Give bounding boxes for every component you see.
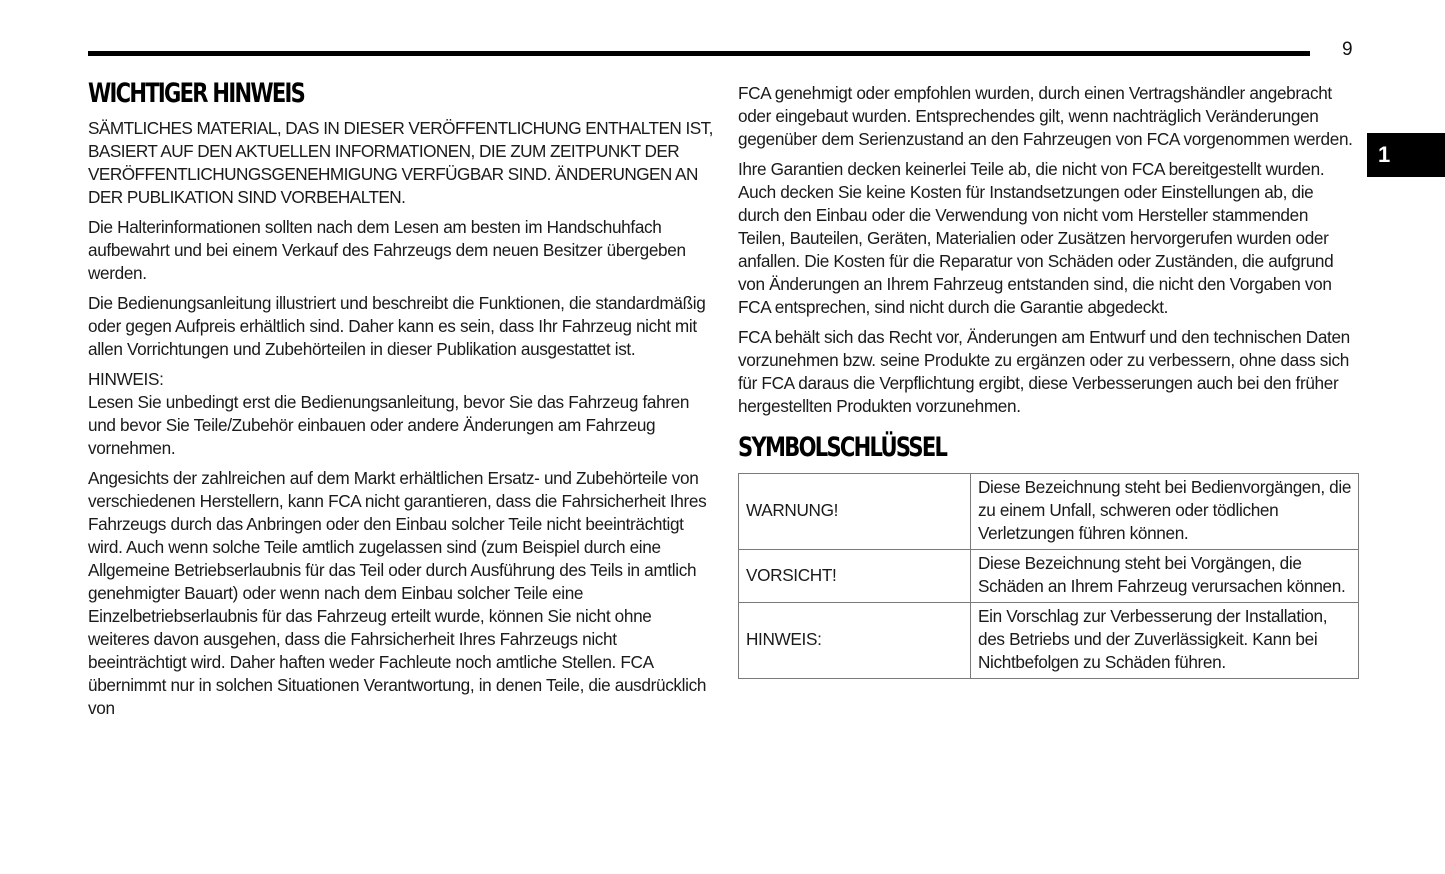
paragraph: Ihre Garantien decken keinerlei Teile ab, die nicht von FCA bereitgestellt wurden. Auch decken Sie keine Kosten für Instandsetzungen oder Einstellungen ab, die durch den Einbau oder die Verwendung von nicht vom Hersteller stammenden Teilen, Bauteilen, Geräten, Materialien oder Zusätzen hervorgerufen wurden oder anfallen. Die Kosten für die Reparatur von Schäden oder Zuständen, die aufgrund von Änderungen an Ihrem Fahrzeug entstanden sind, die nicht den Vorgaben von FCA entsprechen, sind nicht durch die Garantie abgedeckt. xyxy=(738,159,1334,317)
chapter-tab-number: 1 xyxy=(1378,142,1391,167)
table-row xyxy=(739,474,1359,550)
note-block xyxy=(88,368,713,460)
note-label: HINWEIS: xyxy=(88,369,164,389)
term-cell: VORSICHT! xyxy=(739,550,971,603)
description-cell: Diese Bezeichnung steht bei Vorgängen, die Schäden an Ihrem Fahrzeug verursachen können. xyxy=(971,550,1359,603)
page-number: 9 xyxy=(1342,39,1353,60)
term-cell: WARNUNG! xyxy=(739,474,971,550)
table-row xyxy=(739,603,1359,679)
paragraph: Angesichts der zahlreichen auf dem Markt erhältlichen Ersatz- und Zubehörteile von verschiedenen Herstellern, kann FCA nicht garantieren, dass die Fahrsicherheit Ihres Fahrzeugs durch das Anbringen oder den Einbau solcher Teile nicht beeinträchtigt wird. Auch wenn solche Teile amtlich zugelassen sind (zum Beispiel durch eine Allgemeine Betriebserlaubnis für das Teil oder durch Ausführung des Teils in amtlich genehmigter Bauart) oder wenn nach dem Einbau solcher Teile eine Einzelbetriebserlaubnis für das Fahrzeug erteilt wurde, können Sie nicht ohne weiteres davon ausgehen, dass die Fahrsicherheit Ihres Fahrzeugs nicht beeinträchtigt wird. Daher haften weder Fachleute noch amtliche Stellen. FCA übernimmt nur in solchen Situationen Verantwortung, in denen Teile, die ausdrücklich von xyxy=(88,468,707,718)
paragraph: Die Halterinformationen sollten nach dem Lesen am besten im Handschuhfach aufbewahrt und bei einem Verkauf des Fahrzeugs dem neuen Besitzer übergeben werden. xyxy=(88,217,686,283)
table-row xyxy=(739,550,1359,603)
section-title-wichtiger-hinweis: WICHTIGER HINWEIS xyxy=(88,78,305,109)
description-cell: Diese Bezeichnung steht bei Bedienvorgängen, die zu einem Unfall, schweren oder tödlichen Verletzungen führen können. xyxy=(971,474,1359,550)
section-title-symbolschluessel: SYMBOLSCHLÜSSEL xyxy=(738,432,947,463)
paragraph: Die Bedienungsanleitung illustriert und beschreibt die Funktionen, die standardmäßig oder gegen Aufpreis erhältlich sind. Daher kann es sein, dass Ihr Fahrzeug nicht mit allen Vorrichtungen und Zubehörteilen in dieser Publikation ausgestattet ist. xyxy=(88,293,706,359)
term-cell: HINWEIS: xyxy=(739,603,971,679)
header-rule xyxy=(88,51,1310,56)
paragraph: FCA behält sich das Recht vor, Änderungen am Entwurf und den technischen Daten vorzunehmen bzw. seine Produkte zu ergänzen oder zu verbessern, ohne dass sich für FCA daraus die Verpflichtung ergibt, diese Verbesserungen auch bei den früher hergestellten Produkten vorzunehmen. xyxy=(738,327,1350,416)
chapter-tab xyxy=(1367,133,1445,177)
left-column xyxy=(88,80,713,727)
symbol-key-table xyxy=(738,473,1359,679)
paragraph: FCA genehmigt oder empfohlen wurden, durch einen Vertragshändler angebracht oder eingebaut wurden. Entsprechendes gilt, wenn nachträglich Veränderungen gegenüber dem Serienzustand an den Fahrzeugen von FCA vorgenommen werden. xyxy=(738,83,1353,149)
right-column xyxy=(738,82,1358,679)
description-cell: Ein Vorschlag zur Verbesserung der Installation, des Betriebs und der Zuverlässigkeit. Kann bei Nichtbefolgen zu Schäden führen. xyxy=(971,603,1359,679)
note-text: Lesen Sie unbedingt erst die Bedienungsanleitung, bevor Sie das Fahrzeug fahren und bevor Sie Teile/Zubehör einbauen oder andere Änderungen am Fahrzeug vornehmen. xyxy=(88,392,690,458)
intro-paragraph: SÄMTLICHES MATERIAL, DAS IN DIESER VERÖFFENTLICHUNG ENTHALTEN IST, BASIERT AUF DEN AKTUELLEN INFORMATIONEN, DIE ZUM ZEITPUNKT DER VERÖFFENTLICHUNGSGENEHMIGUNG VERFÜGBAR SIND. ÄNDERUNGEN AN DER PUBLIKATION SIND VORBEHALTEN. xyxy=(88,118,713,207)
